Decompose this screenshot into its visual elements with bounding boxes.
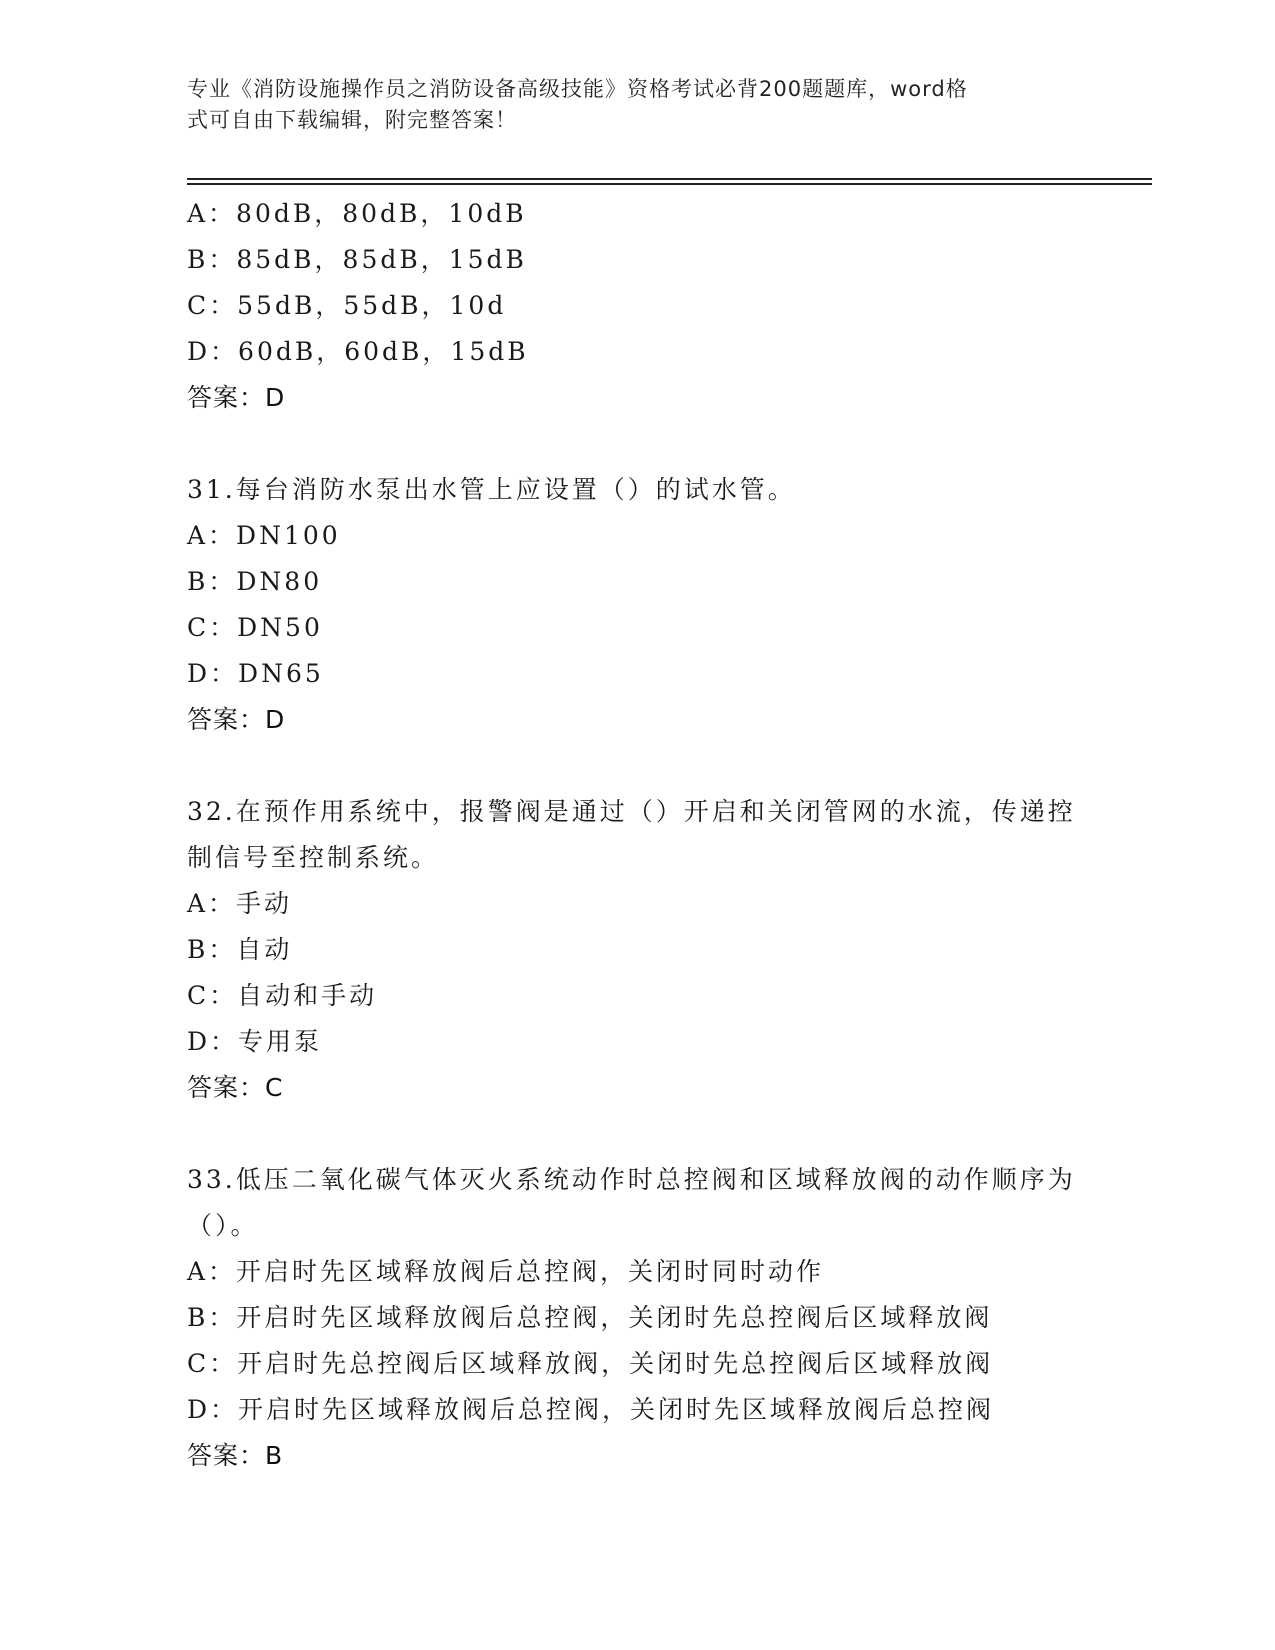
answer-line: 答案：C (187, 1073, 284, 1102)
header-divider-bottom (187, 183, 1152, 185)
option-c: C：自动和手动 (187, 981, 378, 1010)
document-header (187, 74, 1067, 136)
question-text: 33.低压二氧化碳气体灭火系统动作时总控阀和区域释放阀的动作顺序为（）。 (187, 1165, 1076, 1240)
question-block-32 (187, 789, 1087, 1111)
option-a: A：80dB，80dB，10dB (187, 199, 527, 228)
option-d: D：DN65 (187, 659, 324, 688)
question-block-30 (187, 191, 1087, 421)
option-c: C：DN50 (187, 613, 323, 642)
option-b: B：开启时先区域释放阀后总控阀，关闭时先总控阀后区域释放阀 (187, 1303, 993, 1332)
question-text: 31.每台消防水泵出水管上应设置（）的试水管。 (187, 475, 796, 504)
option-c: C：开启时先总控阀后区域释放阀，关闭时先总控阀后区域释放阀 (187, 1349, 994, 1378)
question-block-33 (187, 1157, 1087, 1479)
question-text: 32.在预作用系统中，报警阀是通过（）开启和关闭管网的水流，传递控制信号至控制系统。 (187, 797, 1076, 872)
header-line-1: 专业《消防设施操作员之消防设备高级技能》资格考试必背200题题库，word格 (187, 77, 968, 101)
option-d: D：60dB，60dB，15dB (187, 337, 529, 366)
answer-line: 答案：D (187, 383, 286, 412)
option-c: C：55dB，55dB，10d (187, 291, 507, 320)
option-b: B：自动 (187, 935, 293, 964)
option-a: A：手动 (187, 889, 293, 918)
answer-line: 答案：B (187, 1441, 284, 1470)
option-b: B：85dB，85dB，15dB (187, 245, 527, 274)
question-block-31 (187, 467, 1087, 743)
option-b: B：DN80 (187, 567, 323, 596)
question-list (187, 191, 1087, 1479)
answer-line: 答案：D (187, 705, 286, 734)
option-d: D：开启时先区域释放阀后总控阀，关闭时先区域释放阀后总控阀 (187, 1395, 995, 1424)
option-a: A：DN100 (187, 521, 341, 550)
option-a: A：开启时先区域释放阀后总控阀，关闭时同时动作 (187, 1257, 825, 1286)
header-divider-top (187, 178, 1152, 180)
header-line-2: 式可自由下载编辑，附完整答案！ (187, 108, 517, 132)
option-d: D：专用泵 (187, 1027, 323, 1056)
